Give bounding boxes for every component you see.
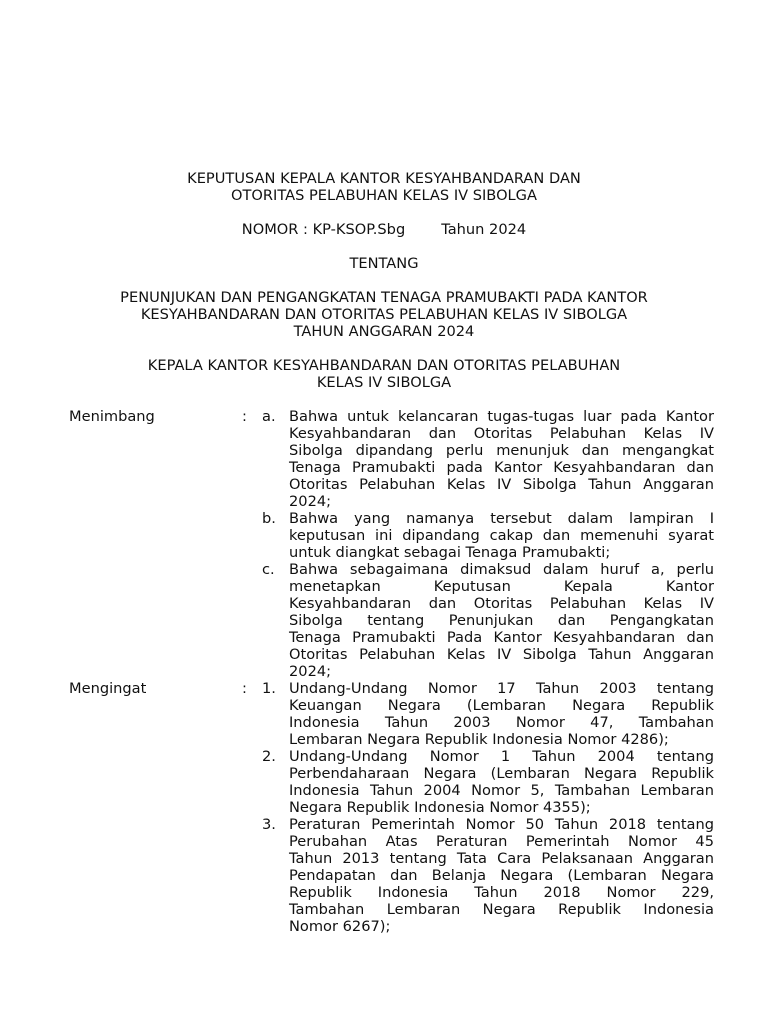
decree-subject <box>0 289 768 340</box>
item-marker: c. <box>262 561 275 578</box>
item-text: Bahwa sebagaimana dimaksud dalam huruf a, perlu menetapkan Keputusan Kepala Kantor Kesyahbandaran dan Otoritas Pelabuhan Kelas IV Sibolga tentang Penunjukan dan Pengangkatan Tenaga Pramubakti Pada Kantor Kesyahbandaran dan Otoritas Pelabuhan Kelas IV Sibolga Tahun Anggaran 2024; <box>289 561 714 680</box>
title-line-2: OTORITAS PELABUHAN KELAS IV SIBOLGA <box>231 187 537 204</box>
item-marker: b. <box>262 510 276 527</box>
decree-number <box>0 221 768 238</box>
kepala-line-2: KELAS IV SIBOLGA <box>316 374 452 391</box>
subject-line-1: PENUNJUKAN DAN PENGANGKATAN TENAGA PRAMUBAKTI PADA KANTOR <box>120 289 648 306</box>
nomor-text: NOMOR : KP-KSOP.Sbg <box>241 221 406 238</box>
menimbang-label: Menimbang <box>69 408 155 425</box>
tentang-heading: TENTANG <box>349 255 419 272</box>
item-text: Undang-Undang Nomor 1 Tahun 2004 tentang Perbendaharaan Negara (Lembaran Negara Republik Indonesia Tahun 2004 Nomor 5, Tambahan Lembaran Negara Republik Indonesia Nomor 4355); <box>289 748 714 816</box>
item-marker: 2. <box>262 748 276 765</box>
tahun-text: Tahun 2024 <box>441 221 527 238</box>
title-line-1: KEPUTUSAN KEPALA KANTOR KESYAHBANDARAN DAN <box>187 170 581 187</box>
item-marker: 3. <box>262 816 276 833</box>
item-text: Bahwa untuk kelancaran tugas-tugas luar pada Kantor Kesyahbandaran dan Otoritas Pelabuhan Kelas IV Sibolga dipandang perlu menunjuk dan mengangkat Tenaga Pramubakti pada Kantor Kesyahbandaran dan Otoritas Pelabuhan Kelas IV Sibolga Tahun Anggaran 2024; <box>289 408 714 510</box>
mengingat-colon: : <box>242 680 247 697</box>
item-marker: a. <box>262 408 276 425</box>
subject-line-2: KESYAHBANDARAN DAN OTORITAS PELABUHAN KELAS IV SIBOLGA <box>140 306 628 323</box>
item-text: Undang-Undang Nomor 17 Tahun 2003 tentang Keuangan Negara (Lembaran Negara Republik Indonesia Tahun 2003 Nomor 47, Tambahan Lembaran Negara Republik Indonesia Nomor 4286); <box>289 680 714 748</box>
item-marker: 1. <box>262 680 276 697</box>
item-text: Peraturan Pemerintah Nomor 50 Tahun 2018 tentang Perubahan Atas Peraturan Pemerintah Nomor 45 Tahun 2013 tentang Tata Cara Pelaksanaan Anggaran Pendapatan dan Belanja Negara (Lembaran Negara Republik Indonesia Tahun 2018 Nomor 229, Tambahan Lembaran Negara Republik Indonesia Nomor 6267); <box>289 816 714 935</box>
item-text: Bahwa yang namanya tersebut dalam lampiran I keputusan ini dipandang cakap dan memenuhi syarat untuk diangkat sebagai Tenaga Pramubakti; <box>289 510 714 561</box>
menimbang-colon: : <box>242 408 247 425</box>
subject-line-3: TAHUN ANGGARAN 2024 <box>293 323 475 340</box>
mengingat-label: Mengingat <box>69 680 147 697</box>
issuing-authority <box>0 357 768 391</box>
kepala-line-1: KEPALA KANTOR KESYAHBANDARAN DAN OTORITAS PELABUHAN <box>147 357 621 374</box>
document-title <box>0 170 768 204</box>
